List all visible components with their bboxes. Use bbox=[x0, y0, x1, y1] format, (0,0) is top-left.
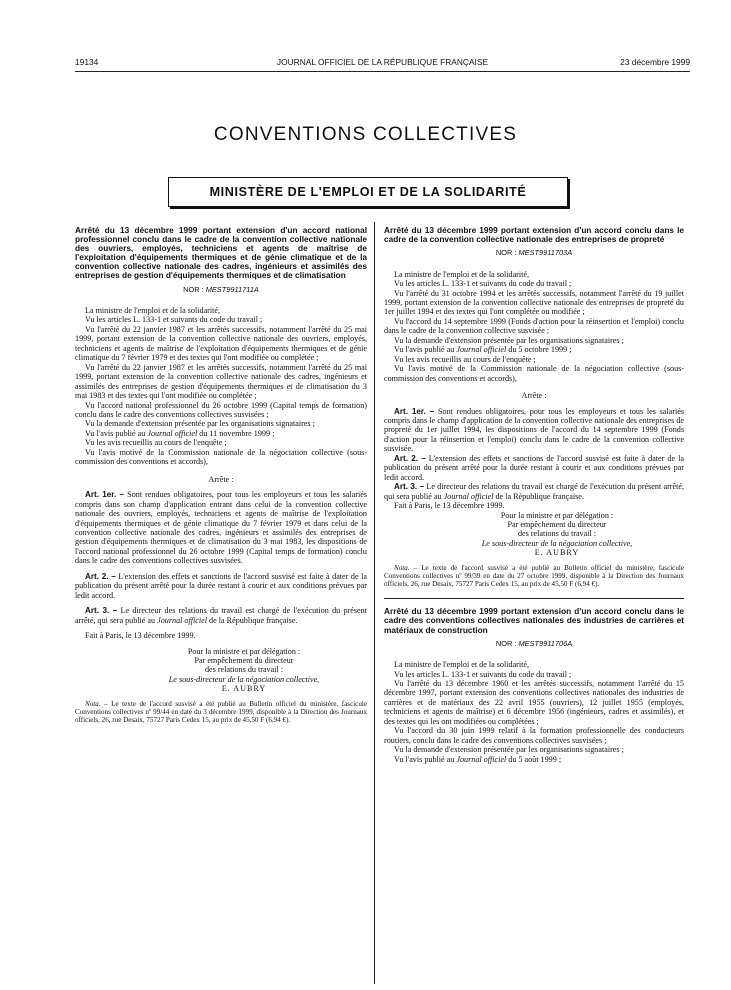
paragraph: La ministre de l'emploi et de la solidarité, bbox=[85, 306, 221, 316]
paragraph: La ministre de l'emploi et de la solidarité, bbox=[394, 269, 530, 279]
nor-code: MEST9911703A bbox=[518, 248, 573, 258]
paragraph: Vu l'avis publié au Journal officiel du 11 novembre 1999 ; bbox=[85, 428, 275, 438]
journal-name: JOURNAL OFFICIEL DE LA RÉPUBLIQUE FRANÇAISE bbox=[276, 57, 489, 67]
nor-reference: NOR : MEST9911711A bbox=[183, 284, 259, 294]
signature-block: Pour la ministre et par délégation : Par empêchement du directeur des relations du travail : Le sous-directeur de la négociation collective, E. AUBRY bbox=[121, 647, 367, 694]
signatory-name: E. AUBRY bbox=[534, 548, 580, 558]
nota-note: Nota. – Le texte de l'accord susvisé a été publié au Bulletin officiel du ministère, fascicule Conventions collectives nº 99/39 en date du 27 octobre 1999, disponible à la Direction des Journaux officiels, 26, rue Desaix, 75727 Paris Cedex 15, au prix de 45,50 F (6,94 €). bbox=[384, 563, 684, 589]
paragraph: Vu les avis recueillis au cours de l'enquête ; bbox=[85, 438, 227, 448]
article-2: Art. 2. – L'extension des effets et sanctions de l'accord susvisé est faite à dater de la publication du présent arrêté pour la durée restant à courir et aux conditions prévues par ledit accord. bbox=[75, 571, 367, 600]
signatory-name: E. AUBRY bbox=[221, 684, 267, 694]
nor-code: MEST9911711A bbox=[205, 284, 259, 294]
paragraph: Vu l'accord du 14 septembre 1999 (Fonds d'action pour la réinsertion et l'emploi) conclu dans le cadre de la convention collective susvisée ; bbox=[384, 316, 684, 336]
ministry-title: MINISTÈRE DE L'EMPLOI ET DE LA SOLIDARITÉ bbox=[209, 185, 527, 199]
paragraph: Vu l'avis motivé de la Commission nationale de la négociation collective (sous-commission des conventions et accords), bbox=[75, 447, 367, 467]
paragraph: Vu la demande d'extension présentée par les organisations signataires ; bbox=[85, 419, 315, 429]
paragraph: Vu l'arrêté du 13 décembre 1960 et les arrêtés successifs, notamment l'arrêté du 15 décembre 1997, portant extension des conventions collectives nationales des industries de carrières et de matériaux des 22 avril 1955 (ouvriers), 12 juillet 1955 (employés, techniciens et agents de maîtrise) et 6 décembre 1956 (ingénieurs, cadres et assimilés), et des textes qui les ont modifiées ou complétées ; bbox=[384, 679, 684, 726]
article-2: Art. 2. – L'extension des effets et sanctions de l'accord susvisé est faite à dater de la publication du présent arrêté pour la durée restant à courir et aux conditions prévues par ledit accord. bbox=[384, 453, 684, 482]
decree-title: Arrêté du 13 décembre 1999 portant extension d'un accord national professionnel conclu dans le cadre de la convention collective nationale des ouvriers, employés, techniciens et agents de maîtrise de l'exploitation d'équipements thermiques et de génie climatique et de la convention collective nationale des cadres, ingénieurs et assimilés des entreprises de gestion d'équipements thermiques et de climatisation bbox=[75, 225, 367, 281]
paragraph: La ministre de l'emploi et de la solidarité, bbox=[394, 660, 530, 670]
article-1: Art. 1er. – Sont rendues obligatoires, pour tous les employeurs et tous les salariés compris dans le champ d'application de la convention collective nationale des entreprises de propreté du 1er juillet 1994, les dispositions de l'accord du 14 septembre 1999 (Fonds d'action pour la réinsertion et l'emploi) conclu dans le cadre de la convention collective susvisée. bbox=[384, 406, 684, 454]
paragraph: Vu l'arrêté du 22 janvier 1987 et les arrêtés successifs, notamment l'arrêté du 25 mai 1999, portant extension de la convention collective nationale des ouvriers, employés, techniciens et agents de maîtrise de l'exploitation d'équipements thermiques et de génie climatique du 7 février 1979 et des textes qui l'ont modifiée ou complétée ; bbox=[75, 324, 367, 363]
decree-title: Arrêté du 13 décembre 1999 portant extension d'un accord conclu dans le cadre de la convention collective nationale des entreprises de propreté bbox=[384, 225, 684, 245]
paragraph: Vu l'arrêté du 22 janvier 1987 et les arrêtés successifs, notamment l'arrêté du 25 mai 1999, portant extension de la convention collective nationale des cadres, ingénieurs et assimilés des entreprises de gestion d'équipements thermiques et de climatisation du 3 mai 1983 et des textes qui l'ont modifiée ou complétée ; bbox=[75, 362, 367, 401]
paragraph: Vu les articles L. 133-1 et suivants du code du travail ; bbox=[85, 315, 263, 325]
page-number: 19134 bbox=[75, 57, 99, 67]
nor-code: MEST9911706A bbox=[518, 638, 573, 648]
nor-reference: NOR : MEST9911703A bbox=[495, 248, 573, 258]
ministry-box bbox=[168, 177, 568, 207]
arrete-heading: Arrête : bbox=[521, 391, 547, 401]
paragraph: Vu l'arrêté du 31 octobre 1994 et les arrêtés successifs, notamment l'arrêté du 19 juillet 1999, portant extension de la convention collective nationale des entreprises de propreté du 1er juillet 1994 et des textes qui l'ont complétée ou modifiée ; bbox=[384, 288, 684, 317]
paragraph: Vu la demande d'extension présentée par les organisations signataires ; bbox=[394, 335, 624, 345]
article-3: Art. 3. – Le directeur des relations du travail est chargé de l'exécution du présent arrêté, qui sera publié au Journal officiel de la République française. bbox=[75, 606, 367, 625]
paragraph: Vu l'avis publié au Journal officiel du 5 août 1999 ; bbox=[394, 754, 562, 764]
right-column bbox=[384, 226, 684, 764]
column-divider bbox=[374, 222, 375, 984]
section-divider bbox=[384, 598, 684, 599]
arrete-heading: Arrête : bbox=[208, 474, 234, 484]
issue-date: 23 décembre 1999 bbox=[620, 57, 690, 67]
paragraph: Vu les articles L. 133-1 et suivants du code du travail ; bbox=[394, 669, 572, 679]
article-3: Art. 3. – Le directeur des relations du travail est chargé de l'exécution du présent arrêté, qui sera publié au Journal officiel de la République française. bbox=[384, 482, 684, 501]
paragraph: Vu l'avis publié au Journal officiel du 5 octobre 1999 ; bbox=[394, 345, 572, 355]
decree-title: Arrêté du 13 décembre 1999 portant extension d'un accord conclu dans le cadre des conventions collectives nationales des industries de carrières et matériaux de construction bbox=[384, 606, 684, 635]
paragraph: Vu les articles L. 133-1 et suivants du code du travail ; bbox=[394, 279, 572, 289]
article-1: Art. 1er. – Sont rendues obligatoires, pour tous les employeurs et tous les salariés compris dans son champ d'application entrant dans celui de la convention collective nationale des ouvriers, employés, techniciens et agents de maîtrise de l'exploitation d'équipements thermiques et de génie climatique du 7 février 1979 et dans celui de la convention collective nationale des cadres, ingénieurs et assimilés des entreprises de gestion d'équipements thermiques et de climatisation du 3 mai 1983, les dispositions de l'accord national professionnel du 26 octobre 1999 (Capital temps de formation) conclu dans le cadre des conventions collectives susvisées. bbox=[75, 490, 367, 566]
paragraph: Vu l'accord national professionnel du 26 octobre 1999 (Capital temps de formation) conclu dans le cadre des conventions collectives susvisées ; bbox=[75, 400, 367, 419]
paragraph: Vu l'avis motivé de la Commission nationale de la négociation collective (sous-commission des conventions et accords), bbox=[384, 364, 684, 383]
section-title: CONVENTIONS COLLECTIVES bbox=[213, 124, 518, 145]
nota-note: Nota. – Le texte de l'accord susvisé a été publié au Bulletin officiel du ministère, fascicule Conventions collectives nº 99/44 en date du 3 décembre 1999, disponible à la Direction des Journaux officiels, 26, rue Desaix, 75727 Paris Cedex 15, au prix de 45,50 F (6,94 €). bbox=[75, 699, 367, 725]
signature-block: Pour la ministre et par délégation : Par empêchement du directeur des relations du travail : Le sous-directeur de la négociation collective, E. AUBRY bbox=[430, 511, 684, 558]
left-column bbox=[75, 226, 367, 724]
signing-place-date: Fait à Paris, le 13 décembre 1999. bbox=[394, 501, 505, 511]
signing-place-date: Fait à Paris, le 13 décembre 1999. bbox=[85, 631, 196, 641]
nor-reference: NOR : MEST9911706A bbox=[495, 638, 573, 648]
paragraph: Vu les avis recueillis au cours de l'enquête ; bbox=[394, 354, 536, 364]
page-header bbox=[75, 55, 690, 72]
paragraph: Vu la demande d'extension présentée par les organisations signataires ; bbox=[394, 745, 624, 755]
paragraph: Vu l'accord du 30 juin 1999 relatif à la formation professionnelle des conducteurs routiers, conclu dans le cadre des conventions collectives susvisées ; bbox=[384, 726, 684, 745]
